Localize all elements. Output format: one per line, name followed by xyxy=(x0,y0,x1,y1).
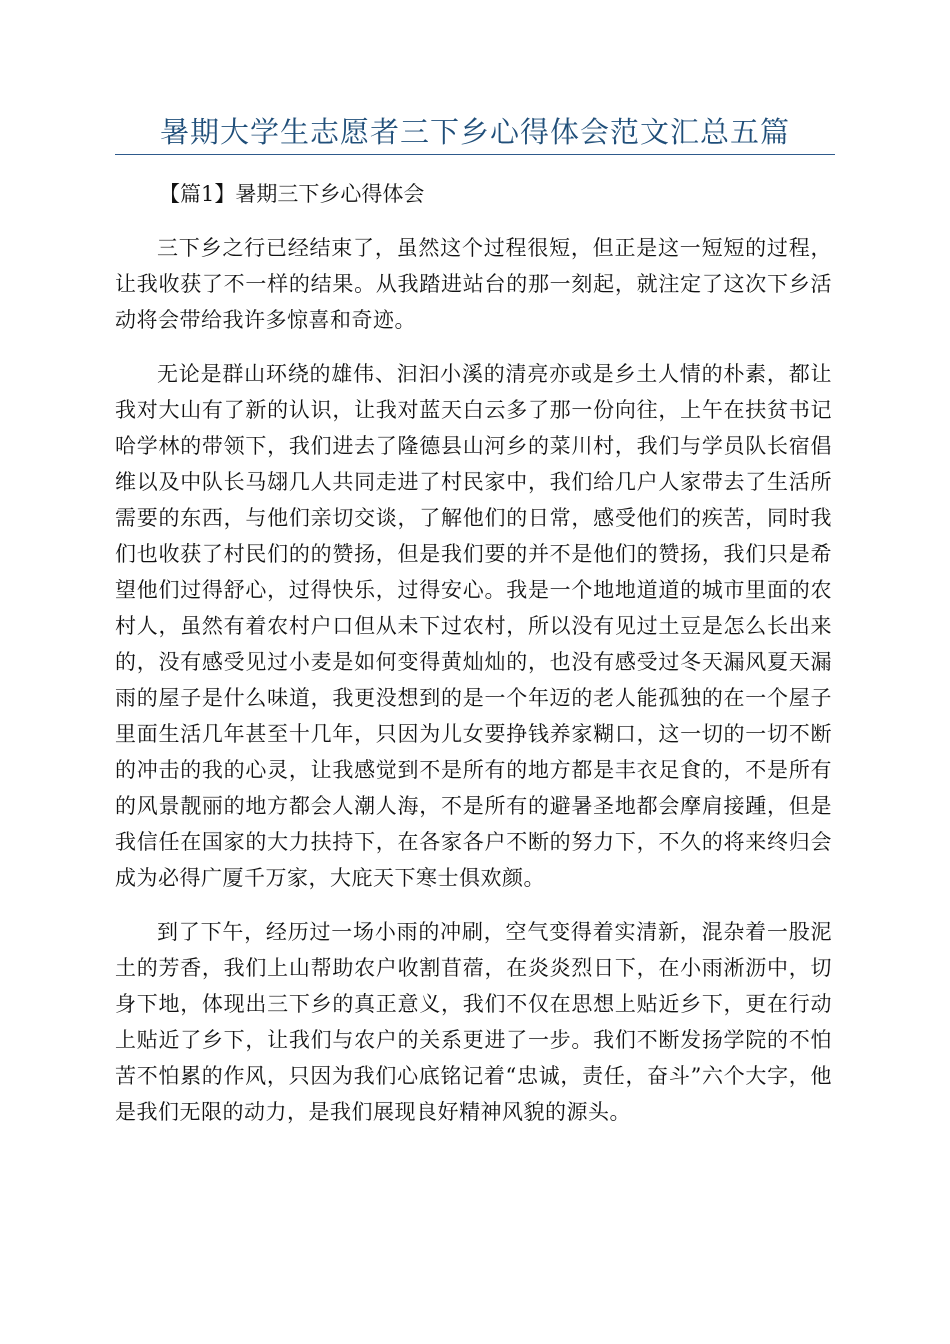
document-body xyxy=(115,176,832,1148)
paragraph-1: 三下乡之行已经结束了，虽然这个过程很短，但正是这一短短的过程，让我收获了不一样的结果。从我踏进站台的那一刻起，就注定了这次下乡活动将会带给我许多惊喜和奇迹。 xyxy=(115,236,832,332)
title-underline xyxy=(115,154,835,155)
paragraph-2: 无论是群山环绕的雄伟、汩汩小溪的清亮亦或是乡土人情的朴素，都让我对大山有了新的认识，让我对蓝天白云多了那一份向往，上午在扶贫书记哈学林的带领下，我们进去了隆德县山河乡的菜川村，我们与学员队长宿倡维以及中队长马翃几人共同走进了村民家中，我们给几户人家带去了生活所需要的东西，与他们亲切交谈，了解他们的日常，感受他们的疾苦，同时我们也收获了村民们的的赞扬，但是我们要的并不是他们的赞扬，我们只是希望他们过得舒心，过得快乐，过得安心。我是一个地地道道的城市里面的农村人，虽然有着农村户口但从未下过农村，所以没有见过土豆是怎么长出来的，没有感受见过小麦是如何变得黄灿灿的，也没有感受过冬天漏风夏天漏雨的屋子是什么味道，我更没想到的是一个年迈的老人能孤独的在一个屋子里面生活几年甚至十几年，只因为儿女要挣钱养家糊口，这一切的一切不断的冲击的我的心灵，让我感觉到不是所有的地方都是丰衣足食的，不是所有的风景靓丽的地方都会人潮人海，不是所有的避暑圣地都会摩肩接踵，但是我信任在国家的大力扶持下，在各家各户不断的努力下，不久的将来终归会成为必得广厦千万家，大庇天下寒士俱欢颜。 xyxy=(115,362,832,890)
section-heading: 【篇1】暑期三下乡心得体会 xyxy=(159,182,425,206)
paragraph-3: 到了下午，经历过一场小雨的冲刷，空气变得着实清新，混杂着一股泥土的芳香，我们上山帮助农户收割苜蓿，在炎炎烈日下，在小雨淅沥中，切身下地，体现出三下乡的真正意义，我们不仅在思想上贴近乡下，更在行动上贴近了乡下，让我们与农户的关系更进了一步。我们不断发扬学院的不怕苦不怕累的作风，只因为我们心底铭记着“忠诚，责任，奋斗”六个大字，他是我们无限的动力，是我们展现良好精神风貌的源头。 xyxy=(115,920,832,1124)
document-title: 暑期大学生志愿者三下乡心得体会范文汇总五篇 xyxy=(159,115,790,149)
